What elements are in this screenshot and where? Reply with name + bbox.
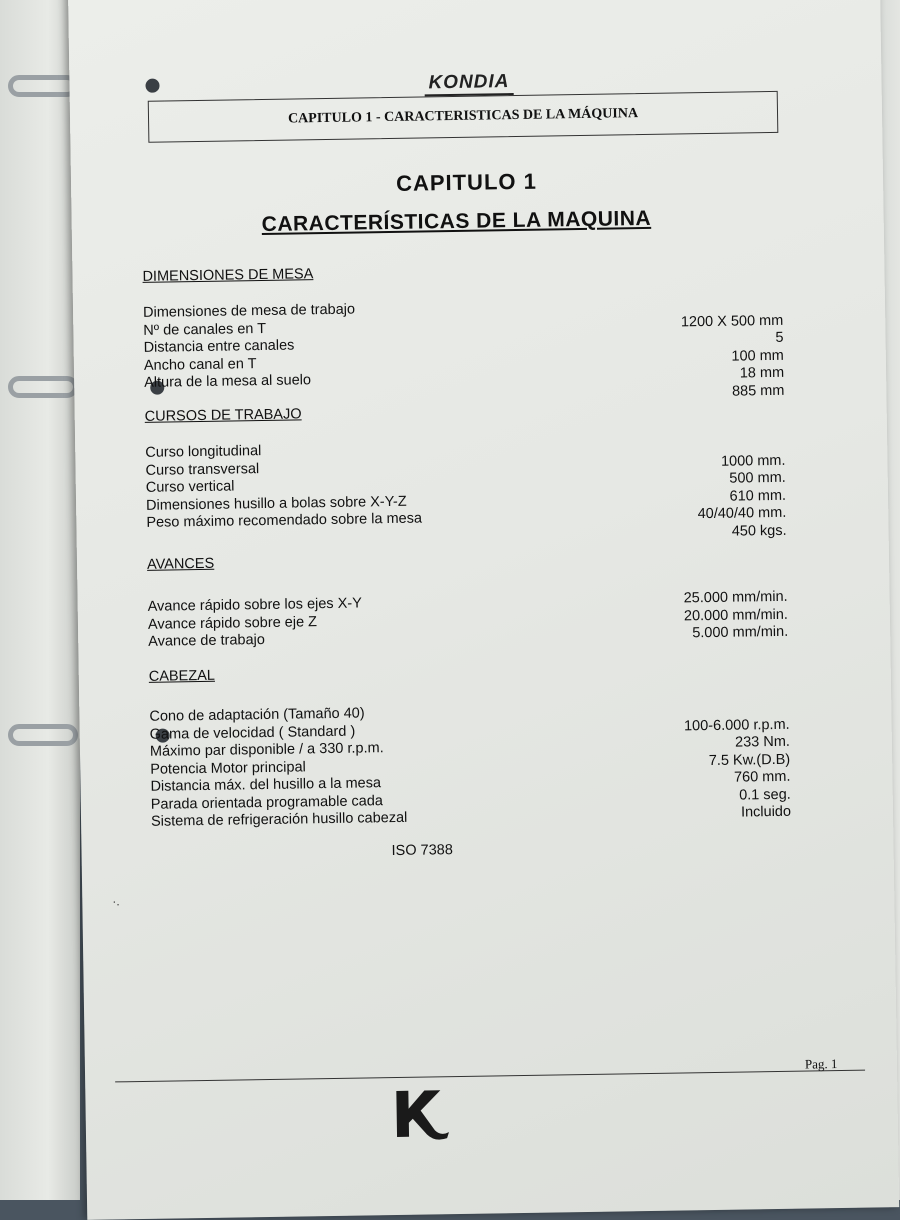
spec-label: Distancia entre canales <box>143 337 295 356</box>
spec-label: Avance rápido sobre eje Z <box>147 613 318 633</box>
spec-label: Curso transversal <box>145 460 260 479</box>
section-heading: DIMENSIONES DE MESA <box>142 266 314 285</box>
section-cabezal <box>149 659 791 832</box>
binder-ring-middle <box>8 376 78 398</box>
page-number-value: 1 <box>830 1056 838 1072</box>
kondia-k-logo <box>390 1086 451 1141</box>
iso-standard: ISO 7388 <box>391 842 453 860</box>
spec-label: Dimensiones de mesa de trabajo <box>142 301 356 321</box>
spec-label: Ancho canal en T <box>143 355 257 374</box>
spec-label: Sistema de refrigeración husillo cabezal <box>150 809 408 830</box>
chapter-title: CAPITULO 1 <box>395 168 538 196</box>
spec-label: Máximo par disponible / a 330 r.p.m. <box>149 740 384 760</box>
chapter-header-text: CAPITULO 1 - CARACTERISTICAS DE LA MÁQUINA <box>287 106 639 127</box>
binder-ring-bottom <box>8 724 78 746</box>
spec-label: Distancia máx. del husillo a la mesa <box>150 775 382 795</box>
spec-label: Avance de trabajo <box>148 631 265 650</box>
spec-value: 1000 mm. <box>720 452 786 470</box>
chapter-header-bar <box>148 91 779 143</box>
spec-value: 760 mm. <box>733 768 791 786</box>
binder-left-pages <box>0 0 80 1200</box>
section-dimensiones-mesa <box>142 259 784 410</box>
section-avances <box>147 547 788 652</box>
spec-label: Cono de adaptación (Tamaño 40) <box>149 705 365 725</box>
spec-label: Nº de canales en T <box>143 320 267 339</box>
spec-value: 450 kgs. <box>731 522 787 540</box>
punch-hole <box>145 79 159 93</box>
spec-value: 20.000 mm/min. <box>683 606 789 624</box>
spec-label: Curso longitudinal <box>145 443 262 461</box>
spec-label: Potencia Motor principal <box>150 758 306 778</box>
spec-value: 25.000 mm/min. <box>683 588 788 607</box>
spec-label: Avance rápido sobre los ejes X-Y <box>147 595 362 615</box>
spec-label: Peso máximo recomendado sobre la mesa <box>146 510 423 531</box>
spec-value: Incluido <box>740 803 792 821</box>
section-heading: CABEZAL <box>148 667 216 685</box>
spec-value: 18 mm <box>739 364 785 382</box>
section-heading: AVANCES <box>146 555 215 573</box>
spec-label: Curso vertical <box>145 478 235 496</box>
spec-value: 7.5 Kw.(D.B) <box>708 751 791 769</box>
main-title: CARACTERÍSTICAS DE LA MAQUINA <box>261 206 652 236</box>
spec-label: Gama de velocidad ( Standard ) <box>149 723 356 743</box>
paper-speck: ·. <box>112 894 120 909</box>
spec-value: 885 mm <box>731 382 785 400</box>
page-label: Pag. <box>804 1056 828 1072</box>
page-number <box>805 1056 838 1073</box>
footer-divider <box>115 1070 865 1083</box>
spec-value: 100-6.000 r.p.m. <box>683 716 790 734</box>
spec-value: 500 mm. <box>729 469 786 487</box>
section-heading: CURSOS DE TRABAJO <box>144 406 302 425</box>
spec-value: 100 mm <box>731 347 784 365</box>
spec-value: 40/40/40 mm. <box>697 504 787 523</box>
spec-value: 1200 X 500 mm <box>680 312 784 330</box>
brand-logo: KONDIA <box>424 71 513 96</box>
spec-value: 5.000 mm/min. <box>692 623 789 642</box>
section-cursos-trabajo <box>145 399 787 550</box>
spec-value: 5 <box>775 329 784 346</box>
spec-label: Parada orientada programable cada <box>150 792 384 813</box>
spec-value: 0.1 seg. <box>739 786 791 804</box>
binder-ring-top <box>8 75 78 97</box>
spec-label: Dimensiones husillo a bolas sobre X-Y-Z <box>145 493 407 514</box>
spec-value: 610 mm. <box>729 487 787 505</box>
spec-label: Altura de la mesa al suelo <box>144 372 312 391</box>
spec-value: 233 Nm. <box>734 733 791 751</box>
document-page <box>68 0 899 1220</box>
